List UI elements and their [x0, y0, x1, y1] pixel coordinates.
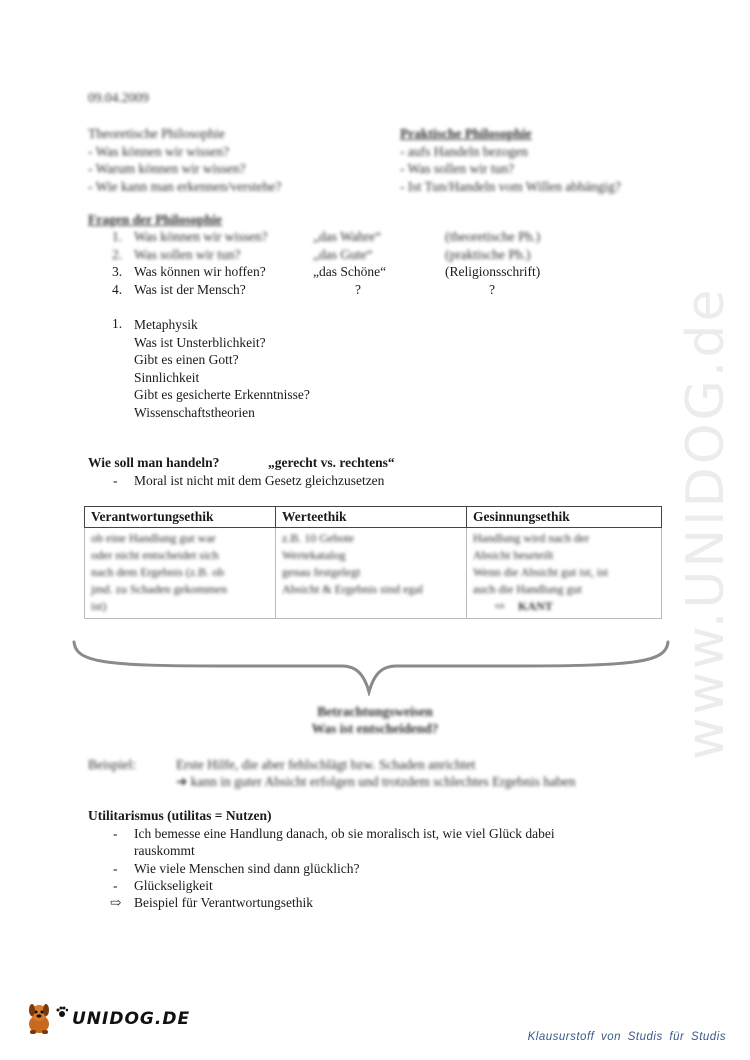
practical-philosophy-block — [400, 125, 621, 195]
table-header-row — [85, 507, 662, 528]
list-marker: - — [113, 826, 118, 841]
list-marker: - — [113, 878, 118, 893]
practical-item: - Was sollen wir tun? — [400, 161, 515, 176]
question-concept: ? — [355, 282, 361, 297]
cell-line: ist) — [91, 599, 107, 613]
theoretical-item: - Wie kann man erkennen/verstehe? — [88, 178, 282, 194]
paw-icon — [56, 1006, 68, 1018]
list-item: Wie viele Menschen sind dann glücklich? — [134, 861, 360, 876]
beispiel-line: ➜ kann in guter Absicht erfolgen und trotzdem schlechtes Ergebnis haben — [176, 774, 576, 789]
cell-line: Wenn die Absicht gut ist, ist — [473, 565, 609, 579]
question-concept: „das Gute“ — [313, 247, 373, 262]
table-cell — [467, 528, 662, 619]
metaphysik-line: Wissenschaftstheorien — [134, 404, 255, 420]
question-number: 2. — [112, 247, 123, 262]
metaphysik-block — [134, 316, 310, 421]
list-item: rauskommt — [134, 843, 195, 858]
practical-title: Praktische Philosophie — [400, 126, 532, 141]
betrachtung-subtitle: Was ist entscheidend? — [311, 721, 439, 736]
cell-line: ob eine Handlung gut war — [91, 531, 216, 545]
curly-brace-icon — [72, 640, 670, 696]
ethik-table — [84, 506, 662, 619]
table-header: Verantwortungsethik — [85, 507, 276, 528]
utilitarismus-title: Utilitarismus (utilitas = Nutzen) — [88, 808, 272, 823]
cell-line: auch die Handlung gut — [473, 582, 582, 596]
question-number: 4. — [112, 282, 123, 297]
metaphysik-line: Was ist Unsterblichkeit? — [134, 334, 266, 350]
betrachtung-title: Betrachtungsweisen — [317, 704, 433, 719]
cell-line: Wertekatalog — [282, 548, 346, 562]
metaphysik-number: 1. — [112, 316, 123, 331]
question-text: Was sollen wir tun? — [134, 247, 241, 262]
cell-line: genau festgelegt — [282, 565, 361, 579]
metaphysik-title: Metaphysik — [134, 317, 198, 332]
handeln-title: Wie soll man handeln? — [88, 455, 220, 470]
question-text: Was ist der Mensch? — [134, 282, 246, 297]
cell-line: oder nicht entscheidet sich — [91, 548, 219, 562]
handeln-subtitle: „gerecht vs. rechtens“ — [268, 455, 395, 470]
list-marker: - — [113, 861, 118, 876]
cell-line: z.B. 10 Gebote — [282, 531, 354, 545]
question-area: (theoretische Ph.) — [445, 229, 541, 244]
footer-tagline: Klausurstoff von Studis für Studis — [527, 1031, 726, 1043]
practical-item: - Ist Tun/Handeln vom Willen abhängig? — [400, 178, 621, 194]
cell-line: Absicht beurteilt — [473, 548, 554, 562]
dog-mascot-icon — [24, 1002, 54, 1036]
bullet-dash: - — [113, 473, 118, 488]
metaphysik-line: Gibt es einen Gott? — [134, 352, 239, 367]
table-header: Werteethik — [276, 507, 467, 528]
question-area: (praktische Ph.) — [445, 247, 531, 262]
question-area: ? — [489, 282, 495, 297]
questions-title: Fragen der Philosophie — [88, 212, 223, 227]
list-item: Ich bemesse eine Handlung danach, ob sie moralisch ist, wie viel Glück dabei — [134, 826, 555, 841]
cell-line: jmd. zu Schaden gekommen — [91, 582, 227, 596]
theoretical-item: - Warum können wir wissen? — [88, 161, 246, 176]
table-cell — [276, 528, 467, 619]
theoretical-item: - Was können wir wissen? — [88, 143, 230, 159]
handeln-bullet: Moral ist nicht mit dem Gesetz gleichzusetzen — [134, 473, 385, 488]
question-text: Was können wir wissen? — [134, 229, 268, 244]
cell-line: Handlung wird nach der — [473, 531, 590, 545]
metaphysik-line: Sinnlichkeit — [134, 369, 200, 385]
question-number: 3. — [112, 264, 123, 279]
question-concept: „das Schöne“ — [313, 264, 387, 279]
question-number: 1. — [112, 229, 123, 244]
list-item: Glückseligkeit — [134, 878, 213, 893]
kant-label: KANT — [518, 599, 553, 613]
practical-item: - aufs Handeln bezogen — [400, 143, 528, 159]
double-arrow-icon: ⇨ — [110, 895, 122, 910]
cell-line: Absicht & Ergebnis sind egal — [282, 582, 424, 596]
beispiel-label: Beispiel: — [88, 757, 136, 772]
table-cell — [85, 528, 276, 619]
cell-line: nach dem Ergebnis (z.B. ob — [91, 565, 225, 579]
theoretical-title: Theoretische Philosophie — [88, 126, 225, 141]
theoretical-philosophy-block — [88, 125, 281, 195]
kant-line — [473, 598, 655, 615]
question-concept: „das Wahre“ — [313, 229, 382, 244]
document-date: 09.04.2009 — [88, 90, 149, 105]
watermark-text: www.UNIDOG.de — [676, 286, 736, 760]
list-item: Beispiel für Verantwortungsethik — [134, 895, 313, 910]
table-header: Gesinnungsethik — [467, 507, 662, 528]
footer-logo[interactable] — [24, 1002, 190, 1036]
double-arrow-icon: ⇨ — [495, 599, 506, 613]
question-area: (Religionsschrift) — [445, 264, 541, 279]
table-row — [85, 528, 662, 619]
metaphysik-line: Gibt es gesicherte Erkenntnisse? — [134, 387, 310, 402]
logo-text: UNIDOG.DE — [72, 1009, 191, 1029]
beispiel-line: Erste Hilfe, die aber fehlschlägt bzw. Schaden anrichtet — [176, 757, 476, 772]
question-text: Was können wir hoffen? — [134, 264, 266, 279]
